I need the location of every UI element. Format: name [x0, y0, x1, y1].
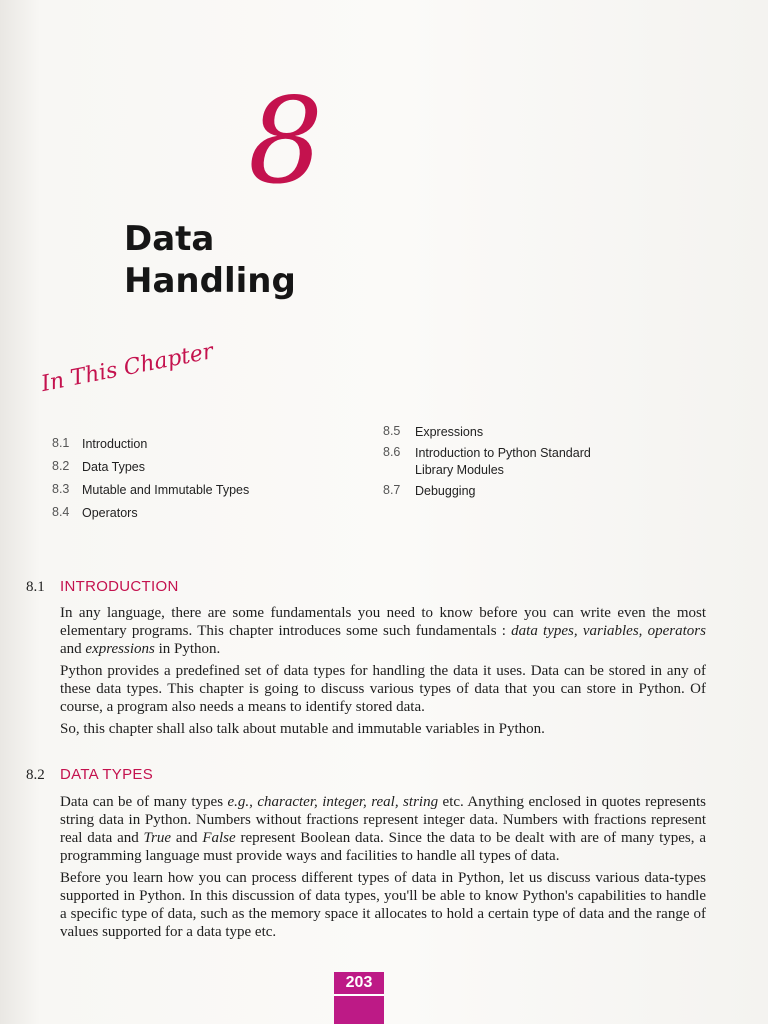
toc-item-label: Mutable and Immutable Types [82, 483, 250, 497]
toc-item-number: 8.1 [52, 436, 70, 450]
chapter-title-line1: Data [124, 219, 215, 259]
toc-left-column [52, 436, 312, 528]
section-body-introduction [60, 604, 706, 742]
section-heading-introduction [26, 578, 179, 596]
toc-item-number: 8.2 [52, 459, 70, 473]
toc-item-label: Expressions [415, 425, 484, 439]
paragraph: In any language, there are some fundamentals you need to know before you can write even the most elementary programs. This chapter introduces some such fundamentals : data types, variables, operators and expressions in Python. [60, 605, 706, 657]
section-number: 8.2 [26, 767, 45, 783]
paragraph: Before you learn how you can process different types of data in Python, let us discuss various data-types supported in Python. In this discussion of data types, you'll be able to know Python's capabilities to handle a specific type of data, such as the memory space it allocates to hold a certain type of data and the range of values supported for a data type etc. [60, 870, 706, 940]
toc-item-label: Debugging [415, 484, 476, 498]
toc-item-number: 8.4 [52, 505, 70, 519]
section-heading-data-types [26, 766, 153, 784]
paragraph: Python provides a predefined set of data types for handling the data it uses. Data can be stored in any of these data types. This chapter is going to discuss various types of data that you can store in Python. Of course, a program also needs a means to identify stored data. [60, 663, 706, 715]
toc-item-label: Operators [82, 506, 138, 520]
section-number: 8.1 [26, 579, 45, 595]
toc-right-column [383, 424, 643, 504]
toc-item [52, 482, 312, 505]
toc-item-label: Data Types [82, 460, 146, 474]
section-title: INTRODUCTION [60, 578, 179, 595]
toc-item [383, 424, 643, 441]
chapter-number: 8 [248, 72, 324, 210]
toc-item-number: 8.5 [383, 424, 401, 438]
section-body-data-types [60, 793, 706, 945]
in-this-chapter-label: In This Chapter [39, 339, 216, 397]
chapter-title-line2: Handling [124, 261, 296, 301]
chapter-title [124, 218, 296, 302]
toc-item [383, 445, 643, 479]
toc-item-number: 8.3 [52, 482, 70, 496]
page-number-badge [334, 972, 384, 1024]
toc-item [383, 483, 643, 500]
paragraph: So, this chapter shall also talk about mutable and immutable variables in Python. [60, 721, 545, 737]
toc-item-number: 8.6 [383, 445, 401, 459]
section-title: DATA TYPES [60, 766, 154, 783]
paragraph: Data can be of many types e.g., character, integer, real, string etc. Anything enclosed in quotes represents string data in Python. Numbers without fractions represent integer data. Numbers with fractions represent real data and True and False represent Boolean data. Since the data to be dealt with are of many types, a programming language must provide ways and facilities to handle all types of data. [60, 794, 706, 864]
toc-item-number: 8.7 [383, 483, 401, 497]
toc-item [52, 505, 312, 528]
page-number: 203 [334, 972, 384, 996]
toc-item-label: Introduction to Python Standard Library Modules [415, 446, 591, 477]
toc-item [52, 436, 312, 459]
toc-item [52, 459, 312, 482]
toc-item-label: Introduction [82, 437, 148, 451]
